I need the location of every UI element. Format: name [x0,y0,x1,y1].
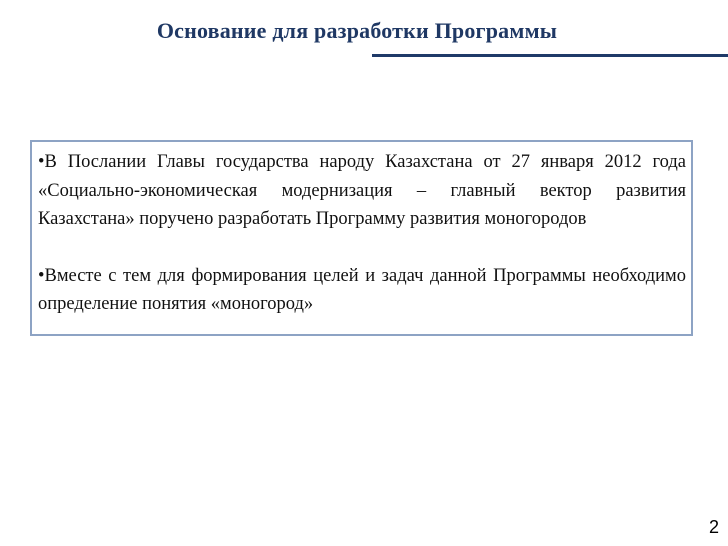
title-underline-rule [372,54,728,57]
bullet-paragraph-1: •В Послании Главы государства народу Казахстана от 27 января 2012 года «Социально-экономическая модернизация – главный вектор развития Казахстана» поручено разработать Программу развития моногородов [38,152,686,229]
content-text-box [30,140,693,336]
bullet-paragraph-2: •Вместе с тем для формирования целей и задач данной Программы необходимо определение понятия «моногород» [38,265,686,314]
page-number: 2 [708,517,719,537]
slide-title: Основание для разработки Программы [156,18,558,43]
